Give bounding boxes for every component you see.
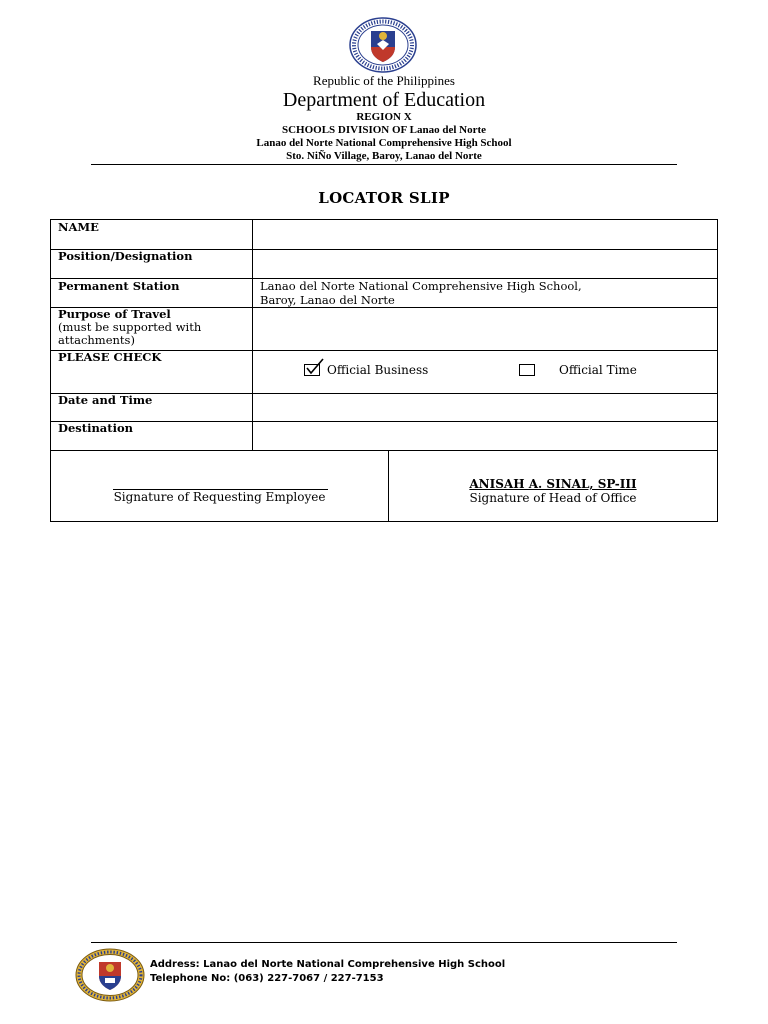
- row-station: [51, 278, 717, 308]
- row-position: [51, 249, 717, 279]
- name-label: NAME: [51, 220, 253, 249]
- row-purpose: [51, 307, 717, 351]
- station-label: Permanent Station: [51, 278, 253, 307]
- check-label: PLEASE CHECK: [51, 350, 253, 393]
- station-value-line1: Lanao del Norte National Comprehensive High School,: [260, 279, 582, 293]
- purpose-note-1: (must be supported with: [58, 320, 202, 334]
- position-label: Position/Designation: [51, 249, 253, 278]
- purpose-field[interactable]: [260, 308, 710, 348]
- destination-field[interactable]: [260, 422, 710, 448]
- station-value-line2: Baroy, Lanao del Norte: [260, 293, 395, 307]
- row-name: [51, 220, 717, 250]
- station-value: [260, 279, 582, 307]
- header-region: REGION X: [356, 111, 412, 123]
- row-check: [51, 350, 717, 394]
- employee-signature-caption: Signature of Requesting Employee: [113, 490, 326, 504]
- header-divider: [91, 164, 677, 165]
- purpose-label: Purpose of Travel: [58, 307, 171, 321]
- header-school: Lanao del Norte National Comprehensive High School: [256, 137, 512, 149]
- employee-signature-cell: [51, 450, 389, 522]
- footer-telephone: Telephone No: (063) 227-7067 / 227-7153: [150, 973, 384, 984]
- purpose-note-2: attachments): [58, 333, 135, 347]
- head-signature-cell: [389, 450, 717, 522]
- name-field[interactable]: [260, 221, 710, 247]
- official-time-label[interactable]: Official Time: [559, 363, 637, 377]
- destination-label: Destination: [51, 421, 253, 450]
- official-business-label[interactable]: Official Business: [327, 363, 429, 377]
- official-business-checkbox[interactable]: [304, 364, 320, 376]
- official-time-checkbox[interactable]: [519, 364, 535, 376]
- head-of-office-name: ANISAH A. SINAL, SP-III: [469, 477, 637, 491]
- header-division: SCHOOLS DIVISION OF Lanao del Norte: [281, 124, 487, 136]
- row-datetime: [51, 393, 717, 422]
- datetime-label: Date and Time: [51, 393, 253, 421]
- head-signature-caption: Signature of Head of Office: [469, 491, 637, 505]
- footer-address: Address: Lanao del Norte National Comprehensive High School: [150, 959, 506, 970]
- row-destination: [51, 421, 717, 451]
- purpose-label-cell: [51, 307, 253, 350]
- checkmark-icon: [304, 358, 326, 376]
- locator-slip-form: [50, 219, 718, 522]
- datetime-field[interactable]: [260, 394, 710, 419]
- header-republic: Republic of the Philippines: [313, 73, 455, 88]
- school-seal-logo: [75, 948, 145, 1002]
- form-title: LOCATOR SLIP: [318, 189, 450, 207]
- header-department: Department of Education: [282, 89, 486, 111]
- header-address: Sto. NiÑo Village, Baroy, Lanao del Norte: [286, 150, 482, 162]
- footer-divider: [91, 942, 677, 943]
- position-field[interactable]: [260, 250, 710, 276]
- deped-seal-logo: [349, 17, 417, 73]
